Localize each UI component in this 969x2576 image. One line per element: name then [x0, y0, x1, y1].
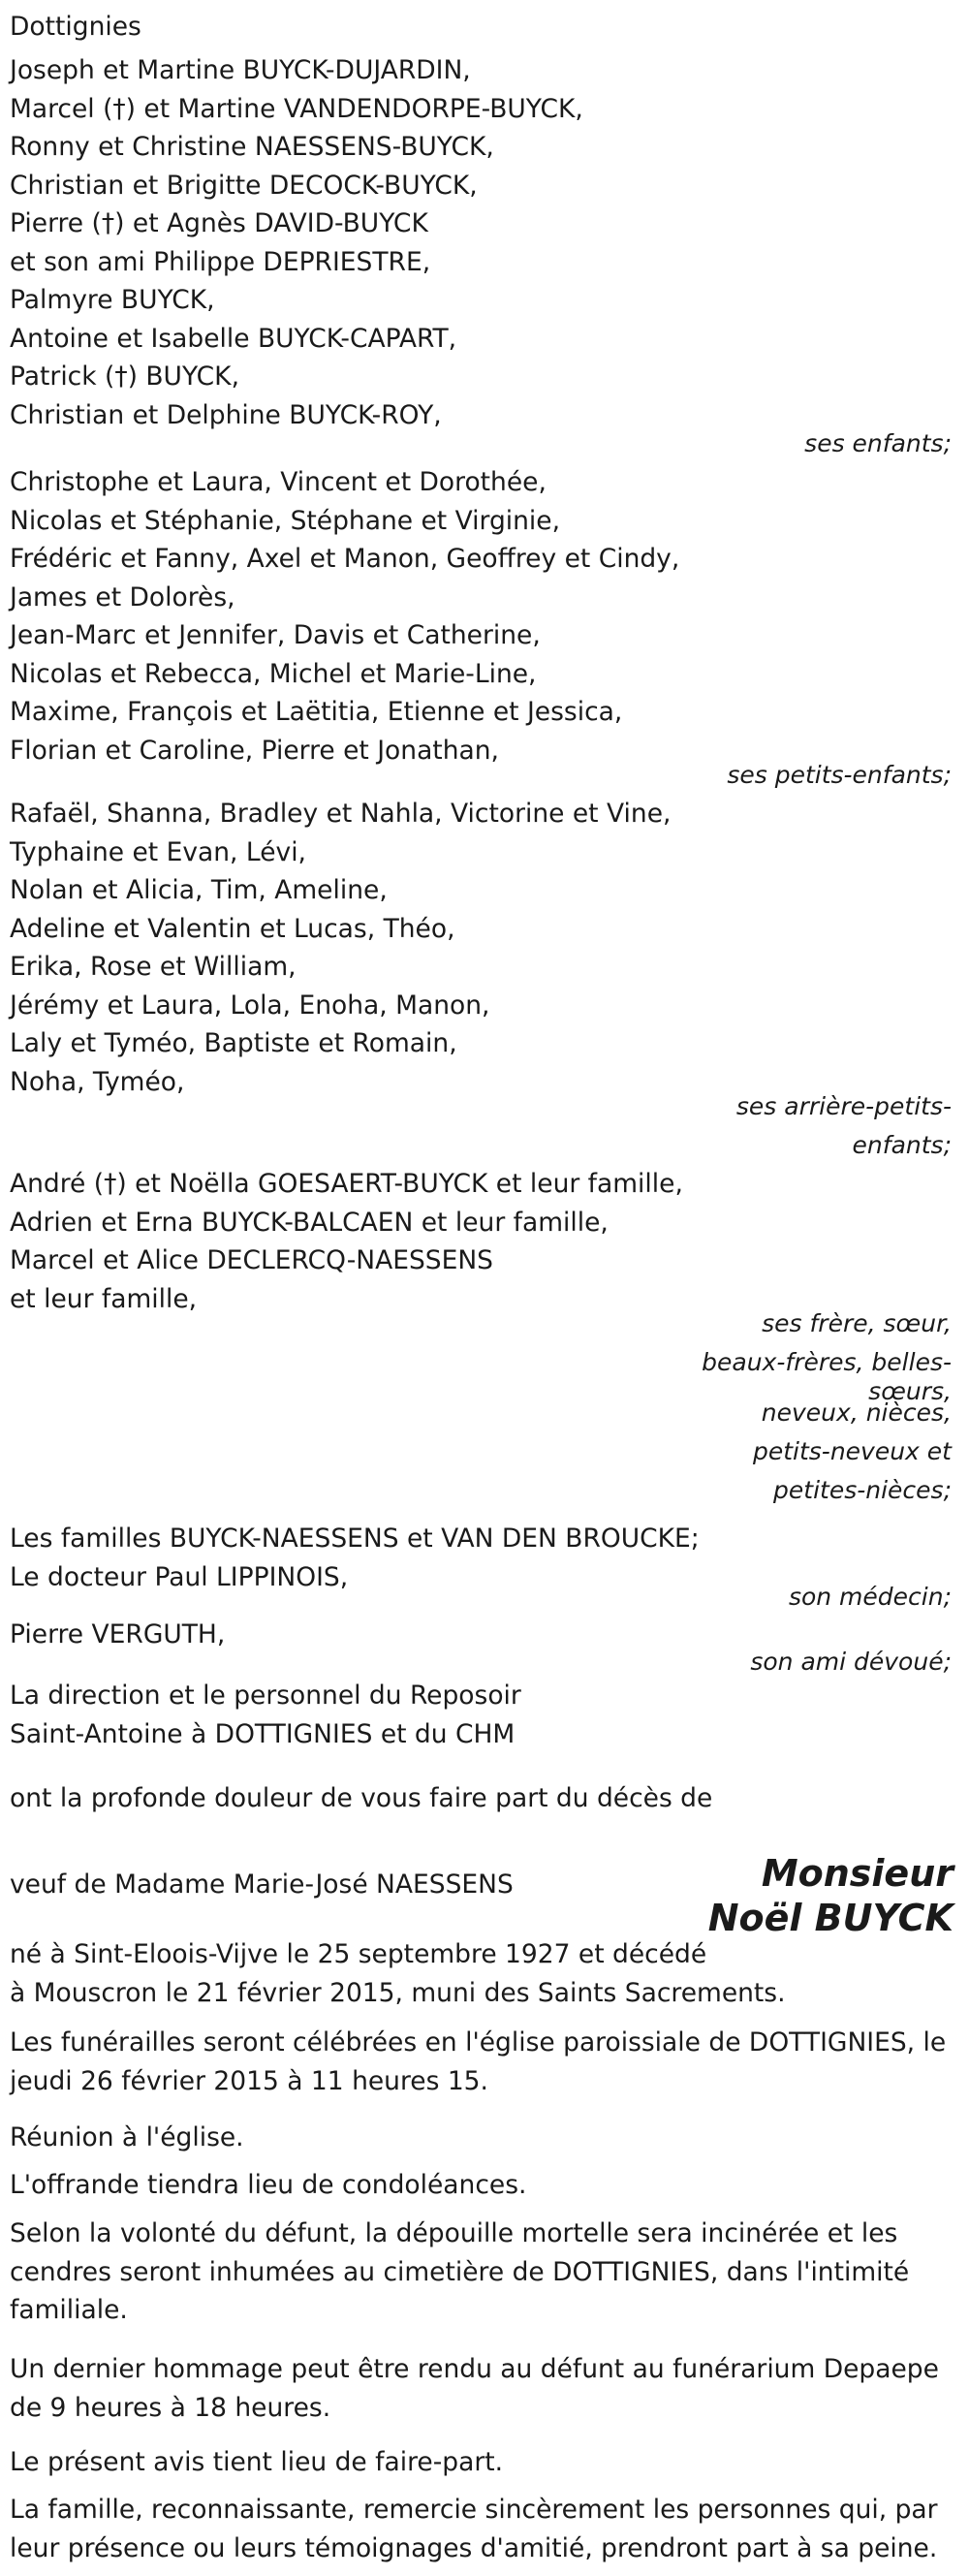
place-heading — [10, 8, 141, 47]
grandchild-line: James et Dolorès, — [10, 581, 235, 613]
meeting-paragraph: Réunion à l'église. — [10, 2122, 244, 2152]
child-line: Pierre (†) et Agnès DAVID-BUYCK — [10, 208, 428, 238]
role-text: ses frère, sœur, — [762, 1309, 952, 1337]
birth-line: à Mouscron le 21 février 2015, muni des Saints Sacrements. — [10, 1977, 786, 2008]
role-text: petites-nièces; — [773, 1476, 952, 1504]
sibling-line: Marcel et Alice DECLERCQ-NAESSENS — [10, 1245, 493, 1275]
grandchildren-list — [10, 463, 679, 770]
role-text: neveux, nièces, — [761, 1398, 952, 1427]
institution-line: La direction et le personnel du Reposoir — [10, 1681, 521, 1711]
friend-line: Pierre VERGUTH, — [10, 1619, 226, 1649]
grandchild-line: Jean-Marc et Jennifer, Davis et Catherine, — [10, 620, 541, 650]
announcement-text: ont la profonde douleur de vous faire part du décès de — [10, 1783, 713, 1813]
great-grandchild-line: Rafaël, Shanna, Bradley et Nahla, Victorine et Vine, — [10, 799, 672, 829]
friend — [10, 1616, 225, 1654]
role-text: ses petits-enfants; — [727, 761, 952, 789]
great-grandchild-line: Typhaine et Evan, Lévi, — [10, 836, 306, 867]
offering-paragraph: L'offrande tiendra lieu de condoléances. — [10, 2170, 527, 2200]
great-grandchildren-list — [10, 795, 671, 1101]
sibling-line: et leur famille, — [10, 1283, 198, 1314]
role-text: sœurs, — [868, 1377, 952, 1405]
tribute-paragraph: Un dernier hommage peut être rendu au défunt au funérarium Depaepe de 9 heures à 18 heures. — [10, 2354, 939, 2423]
child-line: Patrick (†) BUYCK, — [10, 361, 239, 392]
great-grandchild-line: Noha, Tyméo, — [10, 1066, 185, 1097]
widower-info — [10, 1866, 514, 1904]
great-grandchild-line: Nolan et Alicia, Tim, Ameline, — [10, 875, 388, 905]
children-role — [804, 424, 952, 463]
role-text: son ami dévoué; — [750, 1648, 952, 1676]
role-text: enfants; — [852, 1131, 952, 1159]
great-grandchild-line: Erika, Rose et William, — [10, 952, 297, 982]
birth-line: né à Sint-Eloois-Vijve le 25 septembre 1927 et décédé — [10, 1939, 707, 1969]
role-text: son médecin; — [788, 1583, 952, 1611]
birth-death-info — [10, 1935, 786, 2012]
child-line: Antoine et Isabelle BUYCK-CAPART, — [10, 323, 457, 354]
sibling-line: André (†) et Noëlla GOESAERT-BUYCK et leur famille, — [10, 1169, 683, 1199]
announcement — [10, 1779, 712, 1818]
role-text: ses enfants; — [804, 429, 952, 457]
grandchildren-role — [727, 756, 952, 795]
doctor-line: Le docteur Paul LIPPINOIS, — [10, 1561, 349, 1592]
widower-line: veuf de Madame Marie-José NAESSENS — [10, 1869, 514, 1900]
child-line: et son ami Philippe DEPRIESTRE, — [10, 246, 431, 277]
role-text: petits-neveux et — [752, 1437, 952, 1465]
families-and-doctor — [10, 1520, 700, 1596]
deceased-name-block — [708, 1851, 953, 1940]
siblings-list — [10, 1165, 683, 1318]
great-grandchild-line: Adeline et Valentin et Lucas, Théo, — [10, 913, 455, 944]
funeral-paragraph: Les funérailles seront célébrées en l'église paroissiale de DOTTIGNIES, le jeudi 26 février 2015 à 11 heures 15. — [10, 2027, 947, 2096]
great-grandchild-line: Jérémy et Laura, Lola, Enoha, Manon, — [10, 990, 490, 1021]
thanks-paragraph: La famille, reconnaissante, remercie sincèrement les personnes qui, par leur présence ou leurs témoignages d'amitié, prendront part à sa peine. — [10, 2495, 938, 2563]
grandchild-line: Nicolas et Rebecca, Michel et Marie-Line, — [10, 658, 537, 689]
great-grandchildren-role — [736, 1087, 952, 1165]
friend-role — [750, 1643, 952, 1681]
siblings-role — [702, 1304, 952, 1510]
children-list — [10, 51, 583, 434]
cremation-paragraph: Selon la volonté du défunt, la dépouille mortelle sera incinérée et les cendres seront inhumées au cimetière de DOTTIGNIES, dans l'intimité familiale. — [10, 2218, 910, 2325]
place-name: Dottignies — [10, 12, 141, 42]
grandchild-line: Frédéric et Fanny, Axel et Manon, Geoffrey et Cindy, — [10, 544, 680, 574]
institution — [10, 1677, 521, 1753]
notice-paragraph: Le présent avis tient lieu de faire-part. — [10, 2447, 504, 2477]
grandchild-line: Nicolas et Stéphanie, Stéphane et Virginie, — [10, 505, 561, 536]
grandchild-line: Florian et Caroline, Pierre et Jonathan, — [10, 735, 499, 766]
great-grandchild-line: Laly et Tyméo, Baptiste et Romain, — [10, 1028, 457, 1058]
role-text: ses arrière-petits- — [735, 1092, 952, 1120]
deceased-name: Noël BUYCK — [707, 1897, 953, 1939]
doctor-role — [789, 1578, 952, 1617]
child-line: Joseph et Martine BUYCK-DUJARDIN, — [10, 55, 471, 85]
child-line: Christian et Delphine BUYCK-ROY, — [10, 399, 442, 430]
role-text: beaux-frères, belles- — [702, 1348, 952, 1376]
grandchild-line: Maxime, François et Laëtitia, Etienne et Jessica, — [10, 697, 623, 727]
institution-line: Saint-Antoine à DOTTIGNIES et du CHM — [10, 1718, 516, 1749]
child-line: Ronny et Christine NAESSENS-BUYCK, — [10, 132, 494, 162]
families-line: Les familles BUYCK-NAESSENS et VAN DEN BROUCKE; — [10, 1524, 700, 1554]
sibling-line: Adrien et Erna BUYCK-BALCAEN et leur famille, — [10, 1207, 609, 1238]
child-line: Palmyre BUYCK, — [10, 285, 215, 315]
deceased-title: Monsieur — [761, 1852, 953, 1895]
child-line: Christian et Brigitte DECOCK-BUYCK, — [10, 170, 478, 201]
child-line: Marcel (†) et Martine VANDENDORPE-BUYCK, — [10, 93, 583, 124]
grandchild-line: Christophe et Laura, Vincent et Dorothée, — [10, 467, 547, 497]
